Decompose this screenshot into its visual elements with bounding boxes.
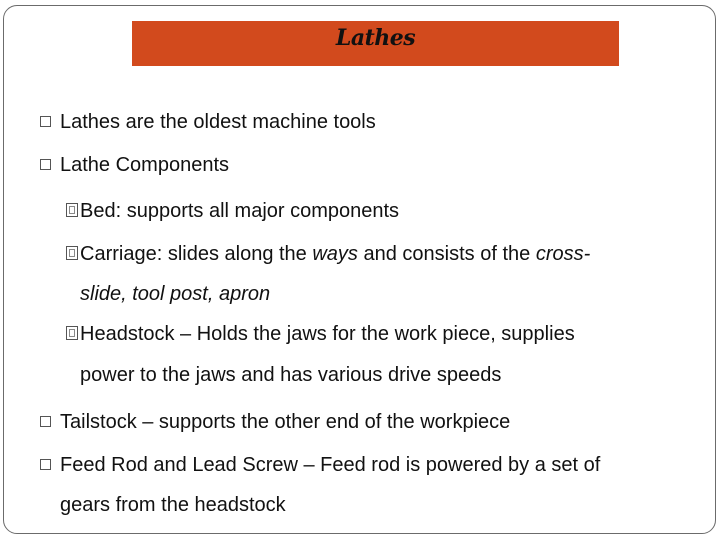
bullet-2-text: Lathe Components: [60, 154, 230, 176]
carriage-ways-italic: ways: [312, 243, 358, 265]
carriage-text-c: and consists of the: [357, 243, 536, 265]
sub-bullet-2-line2: slide, tool post, apron: [80, 283, 271, 305]
bullet-3-text: Tailstock – supports the other end of the workpiece: [60, 411, 511, 433]
bullet-square-icon: [40, 459, 51, 470]
sub-bullet-glyph-icon: [66, 246, 78, 260]
title-bar: [132, 21, 619, 66]
bullet-square-icon: [40, 159, 51, 170]
bullet-4-line2: gears from the headstock: [60, 494, 286, 516]
bullet-square-icon: [40, 416, 51, 427]
carriage-text-a: Carriage: slides along the: [80, 243, 313, 265]
bullet-1-text: Lathes are the oldest machine tools: [60, 111, 376, 133]
sub-bullet-3-line1: Headstock – Holds the jaws for the work piece, supplies: [80, 323, 575, 345]
sub-bullet-3-line2: power to the jaws and has various drive speeds: [80, 364, 502, 386]
slide-title: Lathes: [335, 25, 416, 51]
sub-bullet-1-text: Bed: supports all major components: [80, 200, 400, 222]
carriage-cross-italic: cross-: [535, 243, 591, 265]
sub-bullet-glyph-icon: [66, 203, 78, 217]
bullet-4-line1: Feed Rod and Lead Screw – Feed rod is powered by a set of: [60, 454, 601, 476]
bullet-square-icon: [40, 116, 51, 127]
sub-bullet-2-line1: [80, 242, 590, 266]
sub-bullet-glyph-icon: [66, 326, 78, 340]
